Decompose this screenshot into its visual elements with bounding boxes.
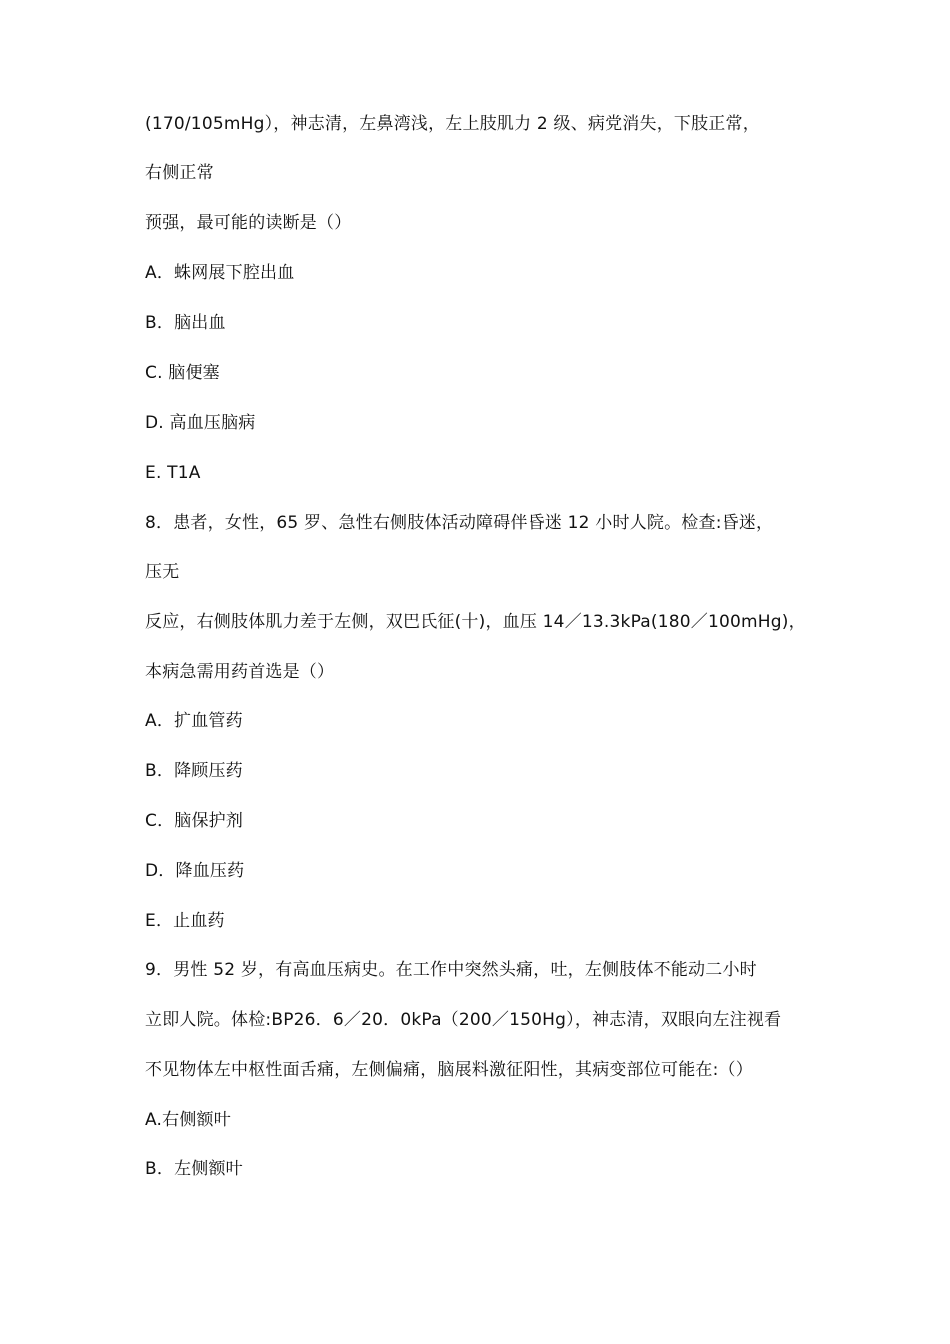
option-a: A．蛛网展下腔出血 xyxy=(145,263,295,283)
option-b: B．降顾压药 xyxy=(145,761,243,781)
option-e: E. T1A xyxy=(145,463,201,483)
option-b: B．左侧额叶 xyxy=(145,1159,243,1179)
text-line: 本病急需用药首选是（） xyxy=(145,662,335,682)
option-d: D. 高血压脑病 xyxy=(145,413,256,433)
option-e: E．止血药 xyxy=(145,911,225,931)
option-c: C．脑保护剂 xyxy=(145,811,244,831)
option-c: C. 脑便塞 xyxy=(145,363,220,383)
question-9: 9．男性 52 岁，有高血压病史。在工作中突然头痛，吐，左侧肢体不能动二小时 xyxy=(145,960,757,980)
text-line: (170/105mHg），神志清，左鼻湾浅，左上肢肌力 2 级、病党消失，下肢正常， xyxy=(145,114,760,134)
text-line: 不见物体左中枢性面舌痛，左侧偏痛，脑展料激征阳性，其病变部位可能在:（） xyxy=(145,1060,753,1080)
question-8: 8．患者，女性，65 罗、急性右侧肢体活动障碍伴昏迷 12 小时人院。检查:昏迷， xyxy=(145,513,774,533)
option-b: B．脑出血 xyxy=(145,313,226,333)
text-line: 预强，最可能的读断是（） xyxy=(145,213,352,233)
option-a: A.右侧额叶 xyxy=(145,1110,231,1130)
text-line: 立即人院。体检:BP26．6／20．0kPa（200／150Hg），神志清，双眼向左注视看 xyxy=(145,1010,782,1030)
text-line: 反应，右侧肢体肌力差于左侧，双巴氏征(十)，血压 14／13.3kPa(180／100mHg)， xyxy=(145,612,806,632)
option-a: A．扩血管药 xyxy=(145,711,243,731)
option-d: D．降血压药 xyxy=(145,861,245,881)
text-line: 压无 xyxy=(145,562,180,582)
text-line: 右侧正常 xyxy=(145,163,214,183)
